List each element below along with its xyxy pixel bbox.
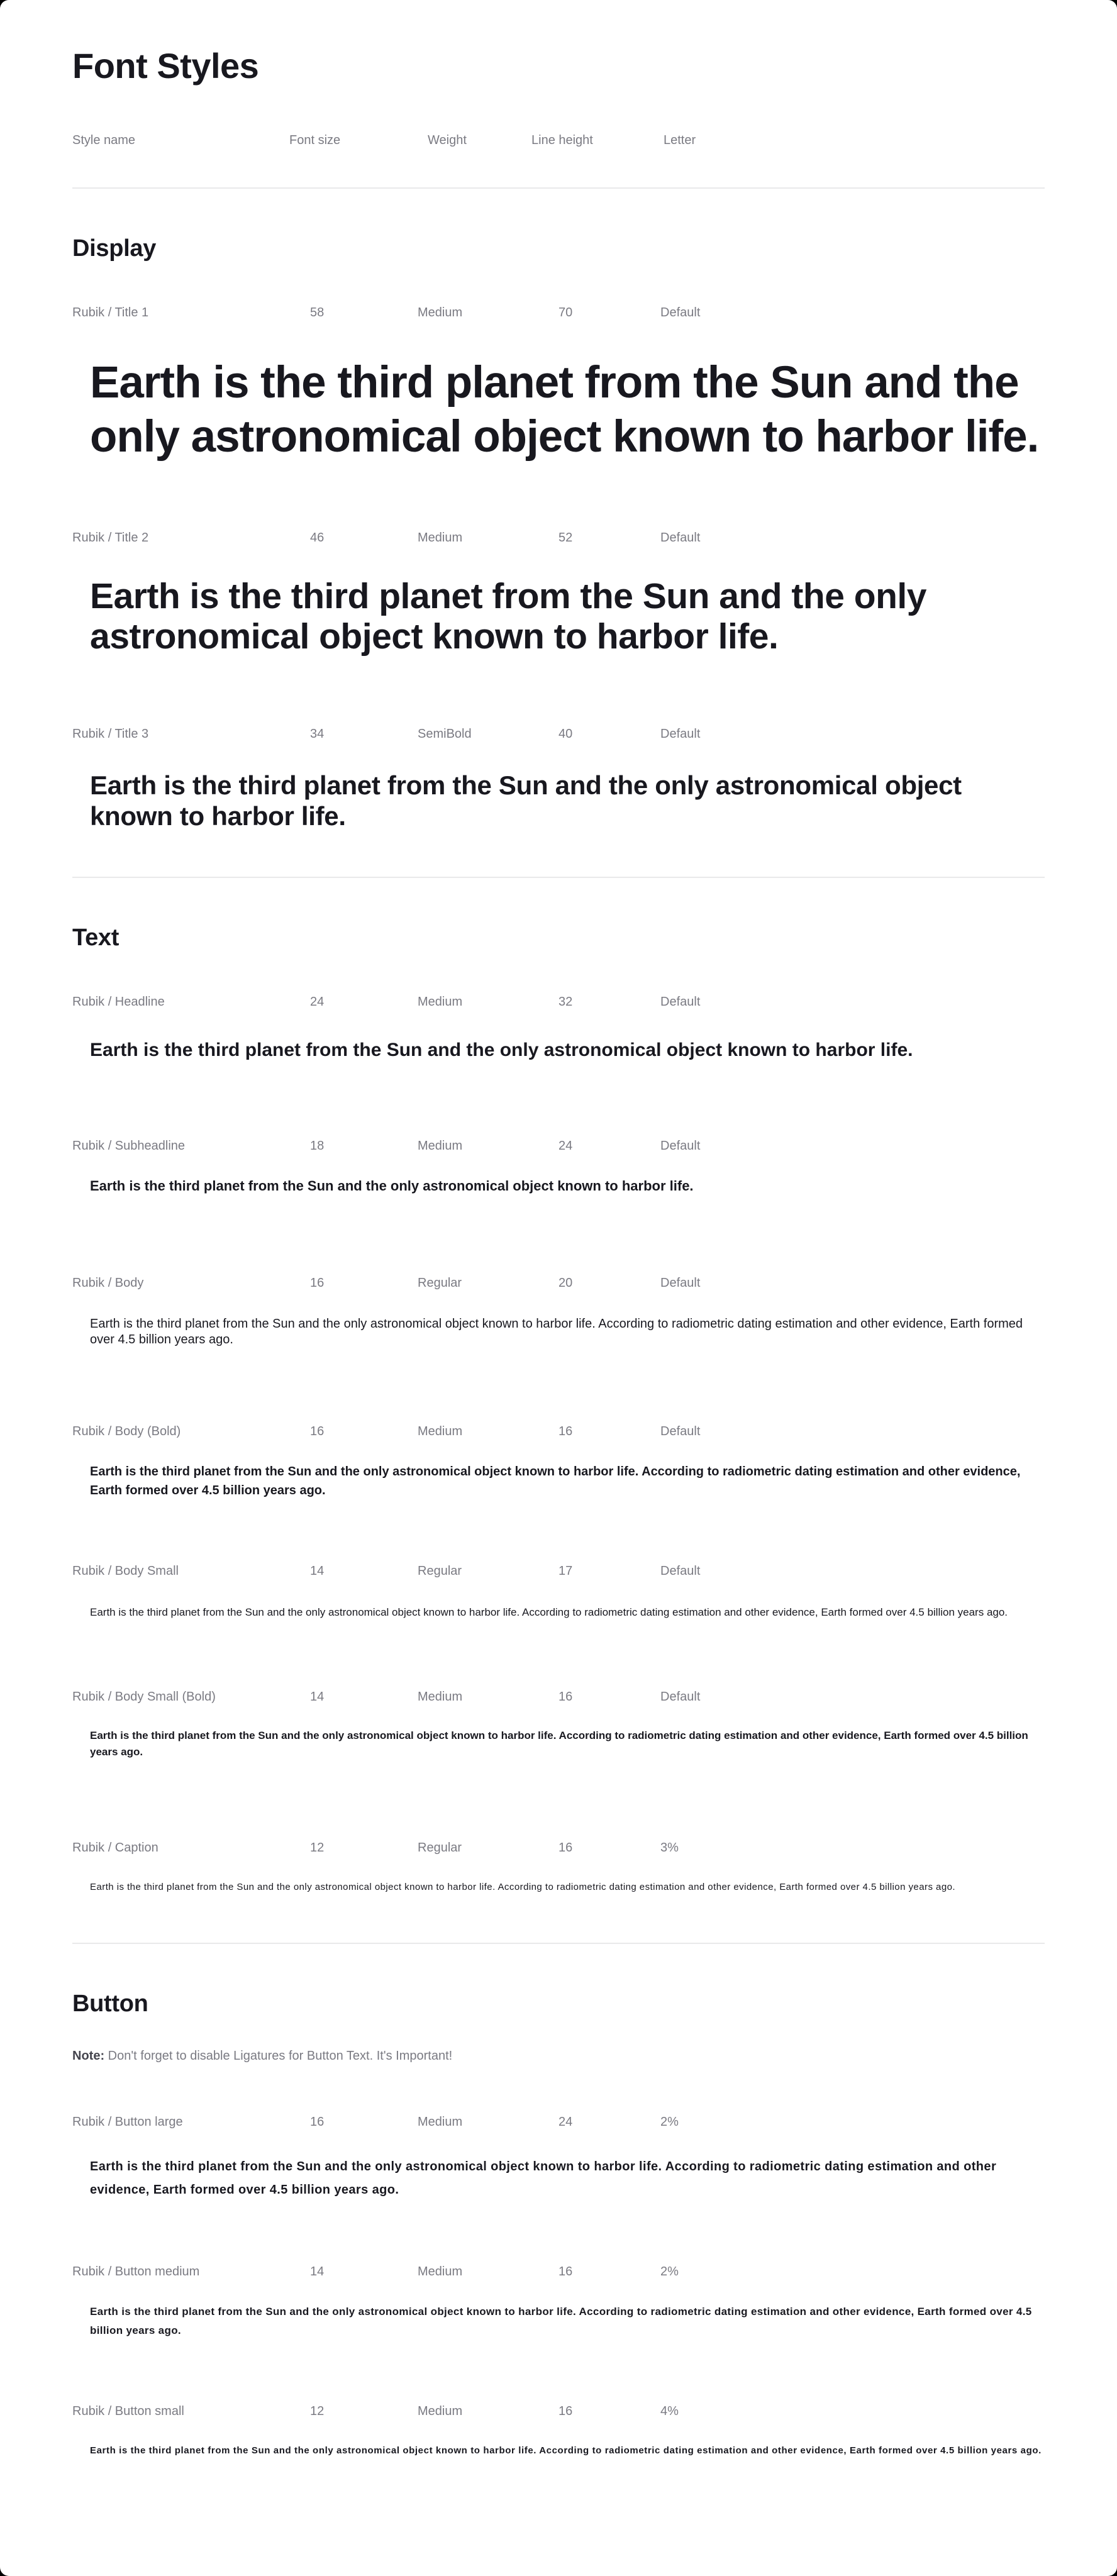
style-weight: Medium [418, 2115, 463, 2129]
style-weight: Medium [418, 2265, 463, 2279]
style-sample-text: Earth is the third planet from the Sun and the only astronomical object known to harbor life. According to radiometric dating estimation and other evidence, Earth formed over 4.5 billion years ago. [90, 2160, 997, 2197]
style-sample-text: Earth is the third planet from the Sun and the only astronomical object known to harbor life. [90, 358, 1039, 462]
style-weight: SemiBold [418, 727, 472, 741]
ligatures-note [72, 2047, 1045, 2065]
style-letter: 2% [660, 2115, 679, 2129]
style-block-title-3 [72, 726, 1045, 831]
style-letter: Default [660, 727, 701, 741]
style-spec-row [72, 1689, 1045, 1705]
style-line-height: 17 [558, 1564, 573, 1578]
style-line-height: 16 [558, 1690, 573, 1704]
style-line-height: 24 [558, 1139, 573, 1153]
header-line-height: Line height [531, 133, 593, 147]
style-letter: Default [660, 1564, 701, 1578]
style-sample-text: Earth is the third planet from the Sun and the only astronomical object known to harbor life. According to radiometric dating estimation and other evidence, Earth formed over 4.5 billion years ago. [90, 1882, 956, 1892]
style-spec-row [72, 530, 1045, 546]
style-name: Rubik / Headline [72, 995, 165, 1009]
style-spec-row [72, 2114, 1045, 2130]
note-text: Don't forget to disable Ligatures for Button Text. It's Important! [104, 2049, 453, 2063]
style-name: Rubik / Button medium [72, 2265, 200, 2279]
page-title: Font Styles [72, 46, 259, 86]
section-divider [72, 187, 1045, 189]
style-weight: Medium [418, 995, 463, 1009]
style-name: Rubik / Subheadline [72, 1139, 186, 1153]
style-sample-text: Earth is the third planet from the Sun and the only astronomical object known to harbor life. According to radiometric dating estimation and other evidence, Earth formed over 4.5 billion years ago. [90, 1317, 1023, 1346]
style-sample-text: Earth is the third planet from the Sun and the only astronomical object known to harbor life. According to radiometric dating estimation and other evidence, Earth formed over 4.5 billion years ago. [90, 1729, 1028, 1758]
style-line-height: 16 [558, 1841, 573, 1855]
style-block-title-2 [72, 530, 1045, 657]
style-weight: Regular [418, 1841, 462, 1855]
style-sample-text: Earth is the third planet from the Sun and the only astronomical object known to harbor life. [90, 770, 962, 831]
style-font-size: 24 [310, 995, 325, 1009]
header-weight: Weight [428, 133, 467, 147]
style-font-size: 14 [310, 1690, 325, 1704]
table-header-row [72, 132, 1045, 148]
style-line-height: 24 [558, 2115, 573, 2129]
style-spec-row [72, 1138, 1045, 1154]
style-block-title-1 [72, 304, 1045, 464]
style-weight: Regular [418, 1276, 462, 1290]
style-line-height: 20 [558, 1276, 573, 1290]
style-font-size: 14 [310, 2265, 325, 2279]
style-sample-text: Earth is the third planet from the Sun and the only astronomical object known to harbor life. [90, 1178, 694, 1194]
style-spec-row [72, 1423, 1045, 1440]
style-name: Rubik / Body (Bold) [72, 1424, 181, 1438]
style-name: Rubik / Title 3 [72, 727, 149, 741]
style-weight: Medium [418, 2404, 463, 2418]
style-sample-text: Earth is the third planet from the Sun and the only astronomical object known to harbor life. According to radiometric dating estimation and other evidence, Earth formed over 4.5 billion years ago. [90, 2306, 1032, 2336]
style-line-height: 16 [558, 2404, 573, 2418]
style-block-caption [72, 1840, 1045, 1894]
style-name: Rubik / Body Small (Bold) [72, 1690, 216, 1704]
style-line-height: 16 [558, 1424, 573, 1438]
section-heading-display: Display [72, 235, 157, 262]
style-block-subheadline [72, 1138, 1045, 1196]
style-block-body [72, 1275, 1045, 1348]
style-line-height: 16 [558, 2265, 573, 2279]
style-weight: Medium [418, 1139, 463, 1153]
style-block-button-large [72, 2114, 1045, 2202]
style-sample-text: Earth is the third planet from the Sun and the only astronomical object known to harbor life. [90, 576, 926, 657]
style-block-body-bold [72, 1423, 1045, 1500]
style-name: Rubik / Title 1 [72, 306, 149, 319]
style-letter: Default [660, 1424, 701, 1438]
header-font-size: Font size [289, 133, 341, 147]
style-letter: Default [660, 306, 701, 319]
note-label: Note: [72, 2049, 105, 2063]
style-weight: Medium [418, 1424, 463, 1438]
style-name: Rubik / Button large [72, 2115, 183, 2129]
style-weight: Medium [418, 531, 463, 545]
style-spec-row [72, 2403, 1045, 2419]
style-line-height: 40 [558, 727, 573, 741]
style-letter: Default [660, 995, 701, 1009]
style-block-button-medium [72, 2263, 1045, 2340]
style-block-body-small [72, 1563, 1045, 1621]
style-spec-row [72, 1275, 1045, 1291]
style-line-height: 70 [558, 306, 573, 319]
style-block-body-small-bold [72, 1689, 1045, 1760]
style-sample-text: Earth is the third planet from the Sun and the only astronomical object known to harbor life. According to radiometric dating estimation and other evidence, Earth formed over 4.5 billion years ago. [90, 2445, 1042, 2456]
style-sample-text: Earth is the third planet from the Sun and the only astronomical object known to harbor life. According to radiometric dating estimation and other evidence, Earth formed over 4.5 billion years ago. [90, 1606, 1008, 1618]
style-font-size: 58 [310, 306, 325, 319]
style-font-size: 14 [310, 1564, 325, 1578]
style-name: Rubik / Title 2 [72, 531, 149, 545]
style-letter: 4% [660, 2404, 679, 2418]
style-font-size: 16 [310, 1276, 325, 1290]
style-line-height: 52 [558, 531, 573, 545]
style-letter: Default [660, 1276, 701, 1290]
style-spec-row [72, 994, 1045, 1010]
style-spec-row [72, 304, 1045, 321]
style-font-size: 12 [310, 1841, 325, 1855]
style-name: Rubik / Caption [72, 1841, 158, 1855]
style-font-size: 18 [310, 1139, 325, 1153]
style-font-size: 12 [310, 2404, 325, 2418]
section-heading-button: Button [72, 1990, 148, 2017]
style-font-size: 16 [310, 2115, 325, 2129]
style-sample-text: Earth is the third planet from the Sun and the only astronomical object known to harbor life. [90, 1040, 913, 1060]
style-name: Rubik / Body Small [72, 1564, 179, 1578]
style-block-headline [72, 994, 1045, 1062]
style-letter: 3% [660, 1841, 679, 1855]
style-letter: Default [660, 1139, 701, 1153]
style-font-size: 34 [310, 727, 325, 741]
style-block-button-small [72, 2403, 1045, 2457]
style-name: Rubik / Body [72, 1276, 144, 1290]
style-letter: Default [660, 531, 701, 545]
header-style-name: Style name [72, 133, 136, 147]
section-divider [72, 1943, 1045, 1944]
style-weight: Medium [418, 306, 463, 319]
style-spec-row [72, 1563, 1045, 1579]
section-divider [72, 877, 1045, 878]
style-weight: Regular [418, 1564, 462, 1578]
style-font-size: 16 [310, 1424, 325, 1438]
header-letter: Letter [664, 133, 696, 147]
style-spec-row [72, 726, 1045, 742]
style-letter: Default [660, 1690, 701, 1704]
style-name: Rubik / Button small [72, 2404, 184, 2418]
style-font-size: 46 [310, 531, 325, 545]
style-weight: Medium [418, 1690, 463, 1704]
style-line-height: 32 [558, 995, 573, 1009]
style-letter: 2% [660, 2265, 679, 2279]
style-sample-text: Earth is the third planet from the Sun and the only astronomical object known to harbor life. According to radiometric dating estimation and other evidence, Earth formed over 4.5 billion years ago. [90, 1465, 1021, 1497]
style-spec-row [72, 2263, 1045, 2280]
section-heading-text: Text [72, 924, 119, 951]
style-spec-row [72, 1840, 1045, 1856]
